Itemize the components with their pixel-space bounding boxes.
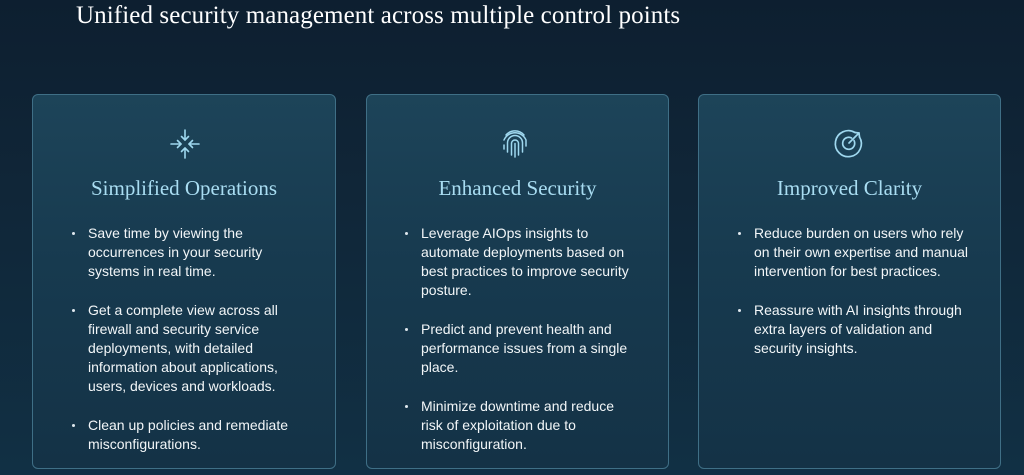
compress-arrows-icon [168,127,202,161]
bullet-list [421,224,637,474]
list-item: Reduce burden on users who rely on their own expertise and manual intervention for best practices. [754,225,969,279]
card-simplified-operations [32,94,336,469]
page-heading: Unified security management across multiple control points [76,2,681,29]
list-item: Predict and prevent health and performance issues from a single place. [421,320,637,377]
list-item: Save time by viewing the occurrences in your security systems in real time. [88,224,304,281]
target-icon [832,126,866,160]
list-item: Clean up policies and remediate misconfigurations. [88,416,304,454]
card-enhanced-security [366,94,669,469]
card-improved-clarity [698,94,1001,469]
list-item: Reassure with AI insights through extra layers of validation and security insights. [754,301,970,358]
bullet-list [754,224,970,378]
list-item: Leverage AIOps insights to automate deployments based on best practices to improve security posture. [421,224,637,300]
card-title: Simplified Operations [90,176,278,200]
card-title: Enhanced Security [438,176,597,200]
fingerprint-icon [498,126,532,160]
list-item: Minimize downtime and reduce risk of exploitation due to misconfiguration. [421,397,637,454]
card-title: Improved Clarity [776,176,923,200]
list-item: Get a complete view across all firewall and security service deployments, with detailed information about applications, users, devices and workloads. [88,301,304,396]
bullet-list [88,224,304,474]
